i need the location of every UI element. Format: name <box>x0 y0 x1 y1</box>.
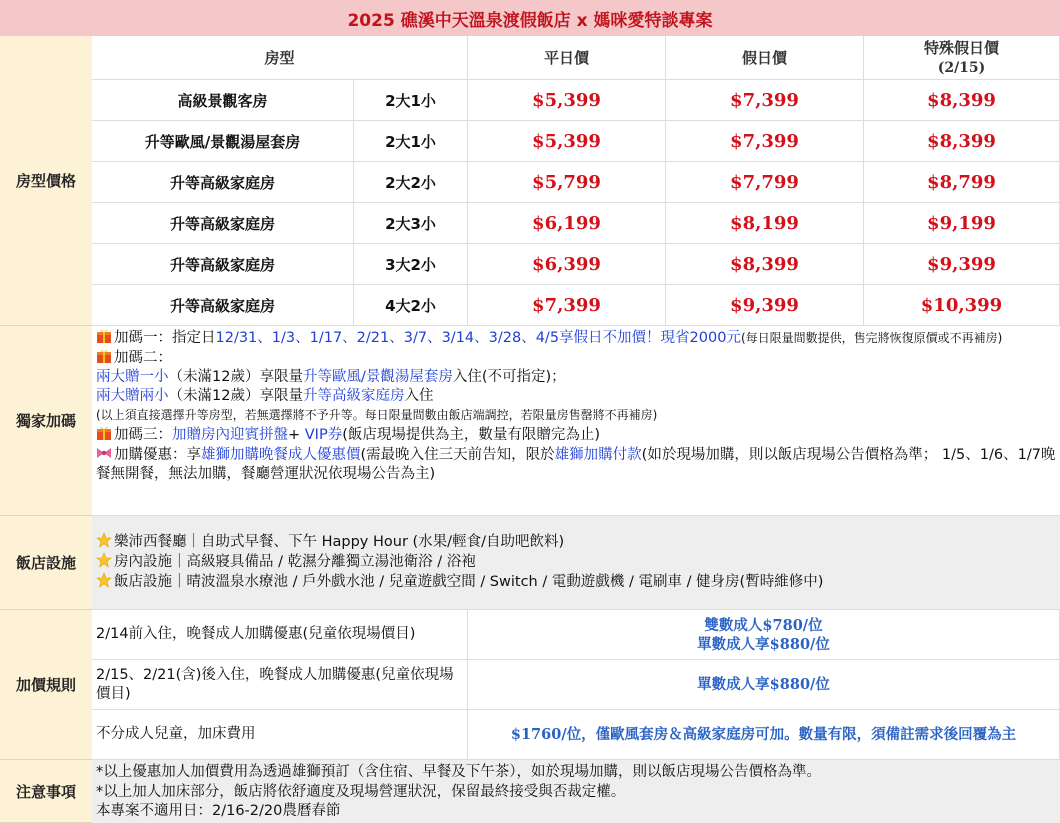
note-item: *以上加人加床部分，飯店將依舒適度及現場營運狀況，保留最終接受與否裁定權。 <box>96 783 626 800</box>
star-icon <box>96 572 112 588</box>
bonus-2-line-2-a: 兩大贈兩小 <box>96 388 169 404</box>
surcharge-price-line-1: 雙數成人$780/位 <box>704 616 823 634</box>
bonus-4 <box>96 445 1056 484</box>
bonus-3 <box>96 425 1056 445</box>
room-occupancy: 4大2小 <box>354 285 468 326</box>
weekday-price: $6,399 <box>468 244 666 285</box>
star-icon <box>96 552 112 568</box>
weekday-price: $6,199 <box>468 203 666 244</box>
room-name: 升等高級家庭房 <box>92 203 354 244</box>
facility-item <box>96 572 1056 592</box>
room-name: 升等高級家庭房 <box>92 162 354 203</box>
section-label-room-prices: 房型價格 <box>0 36 92 326</box>
bonus-2-line-2 <box>96 387 1056 406</box>
holiday-price: $8,399 <box>666 244 864 285</box>
surcharge-condition: 2/14前入住，晚餐成人加購優惠(兒童依現場價目) <box>92 610 468 660</box>
section-label-exclusive: 獨家加碼 <box>0 326 92 516</box>
special-price: $8,399 <box>864 80 1060 121</box>
room-occupancy: 3大2小 <box>354 244 468 285</box>
bonus-4-d: (如於現場加購，則以飯店現場公告價格為準； 1/5、1/6、1/7晚餐無開餐，無法加購，餐廳營運狀況依現場公告為主) <box>96 447 1056 482</box>
gift-icon <box>96 348 112 364</box>
bonus-2-line-1-c: 升等歐風/景觀湯屋套房 <box>302 369 453 385</box>
bonus-4-c: 雄獅加購付款 <box>554 447 642 463</box>
facilities-block <box>92 516 1060 610</box>
bonus-2-line-2-d: 入住 <box>404 388 434 404</box>
bow-icon <box>96 445 112 461</box>
surcharge-condition: 不分成人兒童，加床費用 <box>92 710 468 760</box>
room-occupancy: 2大1小 <box>354 80 468 121</box>
header-room-type: 房型 <box>92 36 468 80</box>
notes-block <box>92 760 1060 823</box>
section-label-surcharge: 加價規則 <box>0 610 92 760</box>
bonus-3-prefix: 加碼三： <box>114 427 172 443</box>
bonus-1-prefix: 加碼一：指定日 <box>114 330 216 346</box>
bonus-1-dates: 12/31、1/3、1/17、2/21、3/7、3/14、3/28、4/5享假日不加價！現省2000元 <box>215 330 741 346</box>
holiday-price: $7,399 <box>666 121 864 162</box>
weekday-price: $5,399 <box>468 121 666 162</box>
facility-text: 樂沛西餐廳｜自助式早餐、下午 Happy Hour (水果/輕食/自助吧飲料) <box>114 534 565 550</box>
header-special-date: (2/15) <box>937 59 986 76</box>
special-price: $9,399 <box>864 244 1060 285</box>
bonus-4-b: (需最晚入住三天前告知，限於 <box>360 447 555 463</box>
bonus-1-note: (每日限量間數提供，售完將恢復原價或不再補房) <box>740 331 1003 345</box>
page-title: 2025 礁溪中天溫泉渡假飯店 x 媽咪愛特談專案 <box>0 0 1060 36</box>
holiday-price: $7,799 <box>666 162 864 203</box>
section-label-notes: 注意事項 <box>0 760 92 823</box>
note-item: *以上優惠加人加價費用為透過雄獅預訂（含住宿、早餐及下午茶），如於現場加購，則以飯店現場公告價格為準。 <box>96 764 821 780</box>
surcharge-price: 單數成人享$880/位 <box>468 660 1060 710</box>
header-weekday: 平日價 <box>468 36 666 80</box>
room-name: 升等高級家庭房 <box>92 244 354 285</box>
facility-text: 飯店設施｜晴波溫泉水療池 / 戶外戲水池 / 兒童遊戲空間 / Switch / 電動遊戲機 / 電刷車 / 健身房(暫時維修中) <box>114 574 824 590</box>
bonus-2-line-1 <box>96 368 1056 387</box>
note-item: 本專案不適用日：2/16-2/20農曆春節 <box>96 803 341 819</box>
facility-item <box>96 532 1056 552</box>
bonus-2-title: 加碼二： <box>114 350 172 366</box>
gift-icon <box>96 328 112 344</box>
surcharge-price <box>468 610 1060 660</box>
room-name: 升等歐風/景觀湯屋套房 <box>92 121 354 162</box>
bonus-3-d: (飯店現場提供為主，數量有限贈完為止) <box>342 427 601 443</box>
bonus-2-line-1-b: （未滿12歲）享限量 <box>168 369 303 385</box>
weekday-price: $5,799 <box>468 162 666 203</box>
header-holiday: 假日價 <box>666 36 864 80</box>
bonus-3-a: 加贈房內迎賓拼盤 <box>172 427 288 443</box>
holiday-price: $8,199 <box>666 203 864 244</box>
weekday-price: $5,399 <box>468 80 666 121</box>
room-name: 高級景觀客房 <box>92 80 354 121</box>
facility-item <box>96 552 1056 572</box>
special-price: $9,199 <box>864 203 1060 244</box>
room-name: 升等高級家庭房 <box>92 285 354 326</box>
header-special-label: 特殊假日價 <box>923 38 999 57</box>
header-special <box>864 36 1060 80</box>
section-label-facilities: 飯店設施 <box>0 516 92 610</box>
room-occupancy: 2大1小 <box>354 121 468 162</box>
holiday-price: $9,399 <box>666 285 864 326</box>
bonus-3-b: + <box>288 427 305 443</box>
special-price: $8,399 <box>864 121 1060 162</box>
surcharge-price-line-2: 單數成人享$880/位 <box>697 635 830 653</box>
exclusive-block <box>92 328 1060 516</box>
bonus-2-note: (以上須直接選擇升等房型，若無選擇將不予升等。每日限量間數由飯店端調控，若限量房售罄將不再補房) <box>96 408 658 422</box>
bonus-2-line-2-b: （未滿12歲）享限量 <box>168 388 303 404</box>
bonus-3-c: VIP券 <box>304 427 343 443</box>
bonus-2 <box>96 348 1056 368</box>
special-price: $10,399 <box>864 285 1060 326</box>
bonus-4-prefix: 加購優惠：享 <box>114 447 201 463</box>
star-icon <box>96 532 112 548</box>
bonus-2-line-1-a: 兩大贈一小 <box>96 369 169 385</box>
surcharge-price: $1760/位，僅歐風套房＆高級家庭房可加。數量有限，須備註需求後回覆為主 <box>468 710 1060 760</box>
surcharge-condition: 2/15、2/21(含)後入住，晚餐成人加購優惠(兒童依現場價目) <box>92 660 468 710</box>
holiday-price: $7,399 <box>666 80 864 121</box>
room-occupancy: 2大2小 <box>354 162 468 203</box>
bonus-2-line-2-c: 升等高級家庭房 <box>302 388 405 404</box>
special-price: $8,799 <box>864 162 1060 203</box>
room-occupancy: 2大3小 <box>354 203 468 244</box>
facility-text: 房內設施｜高級寢具備品 / 乾濕分離獨立湯池衛浴 / 浴袍 <box>114 554 476 570</box>
weekday-price: $7,399 <box>468 285 666 326</box>
bonus-1 <box>96 328 1056 348</box>
bonus-4-a: 雄獅加購晚餐成人優惠價 <box>201 447 361 463</box>
bonus-2-line-1-d: 入住(不可指定)； <box>452 369 566 385</box>
gift-icon <box>96 425 112 441</box>
